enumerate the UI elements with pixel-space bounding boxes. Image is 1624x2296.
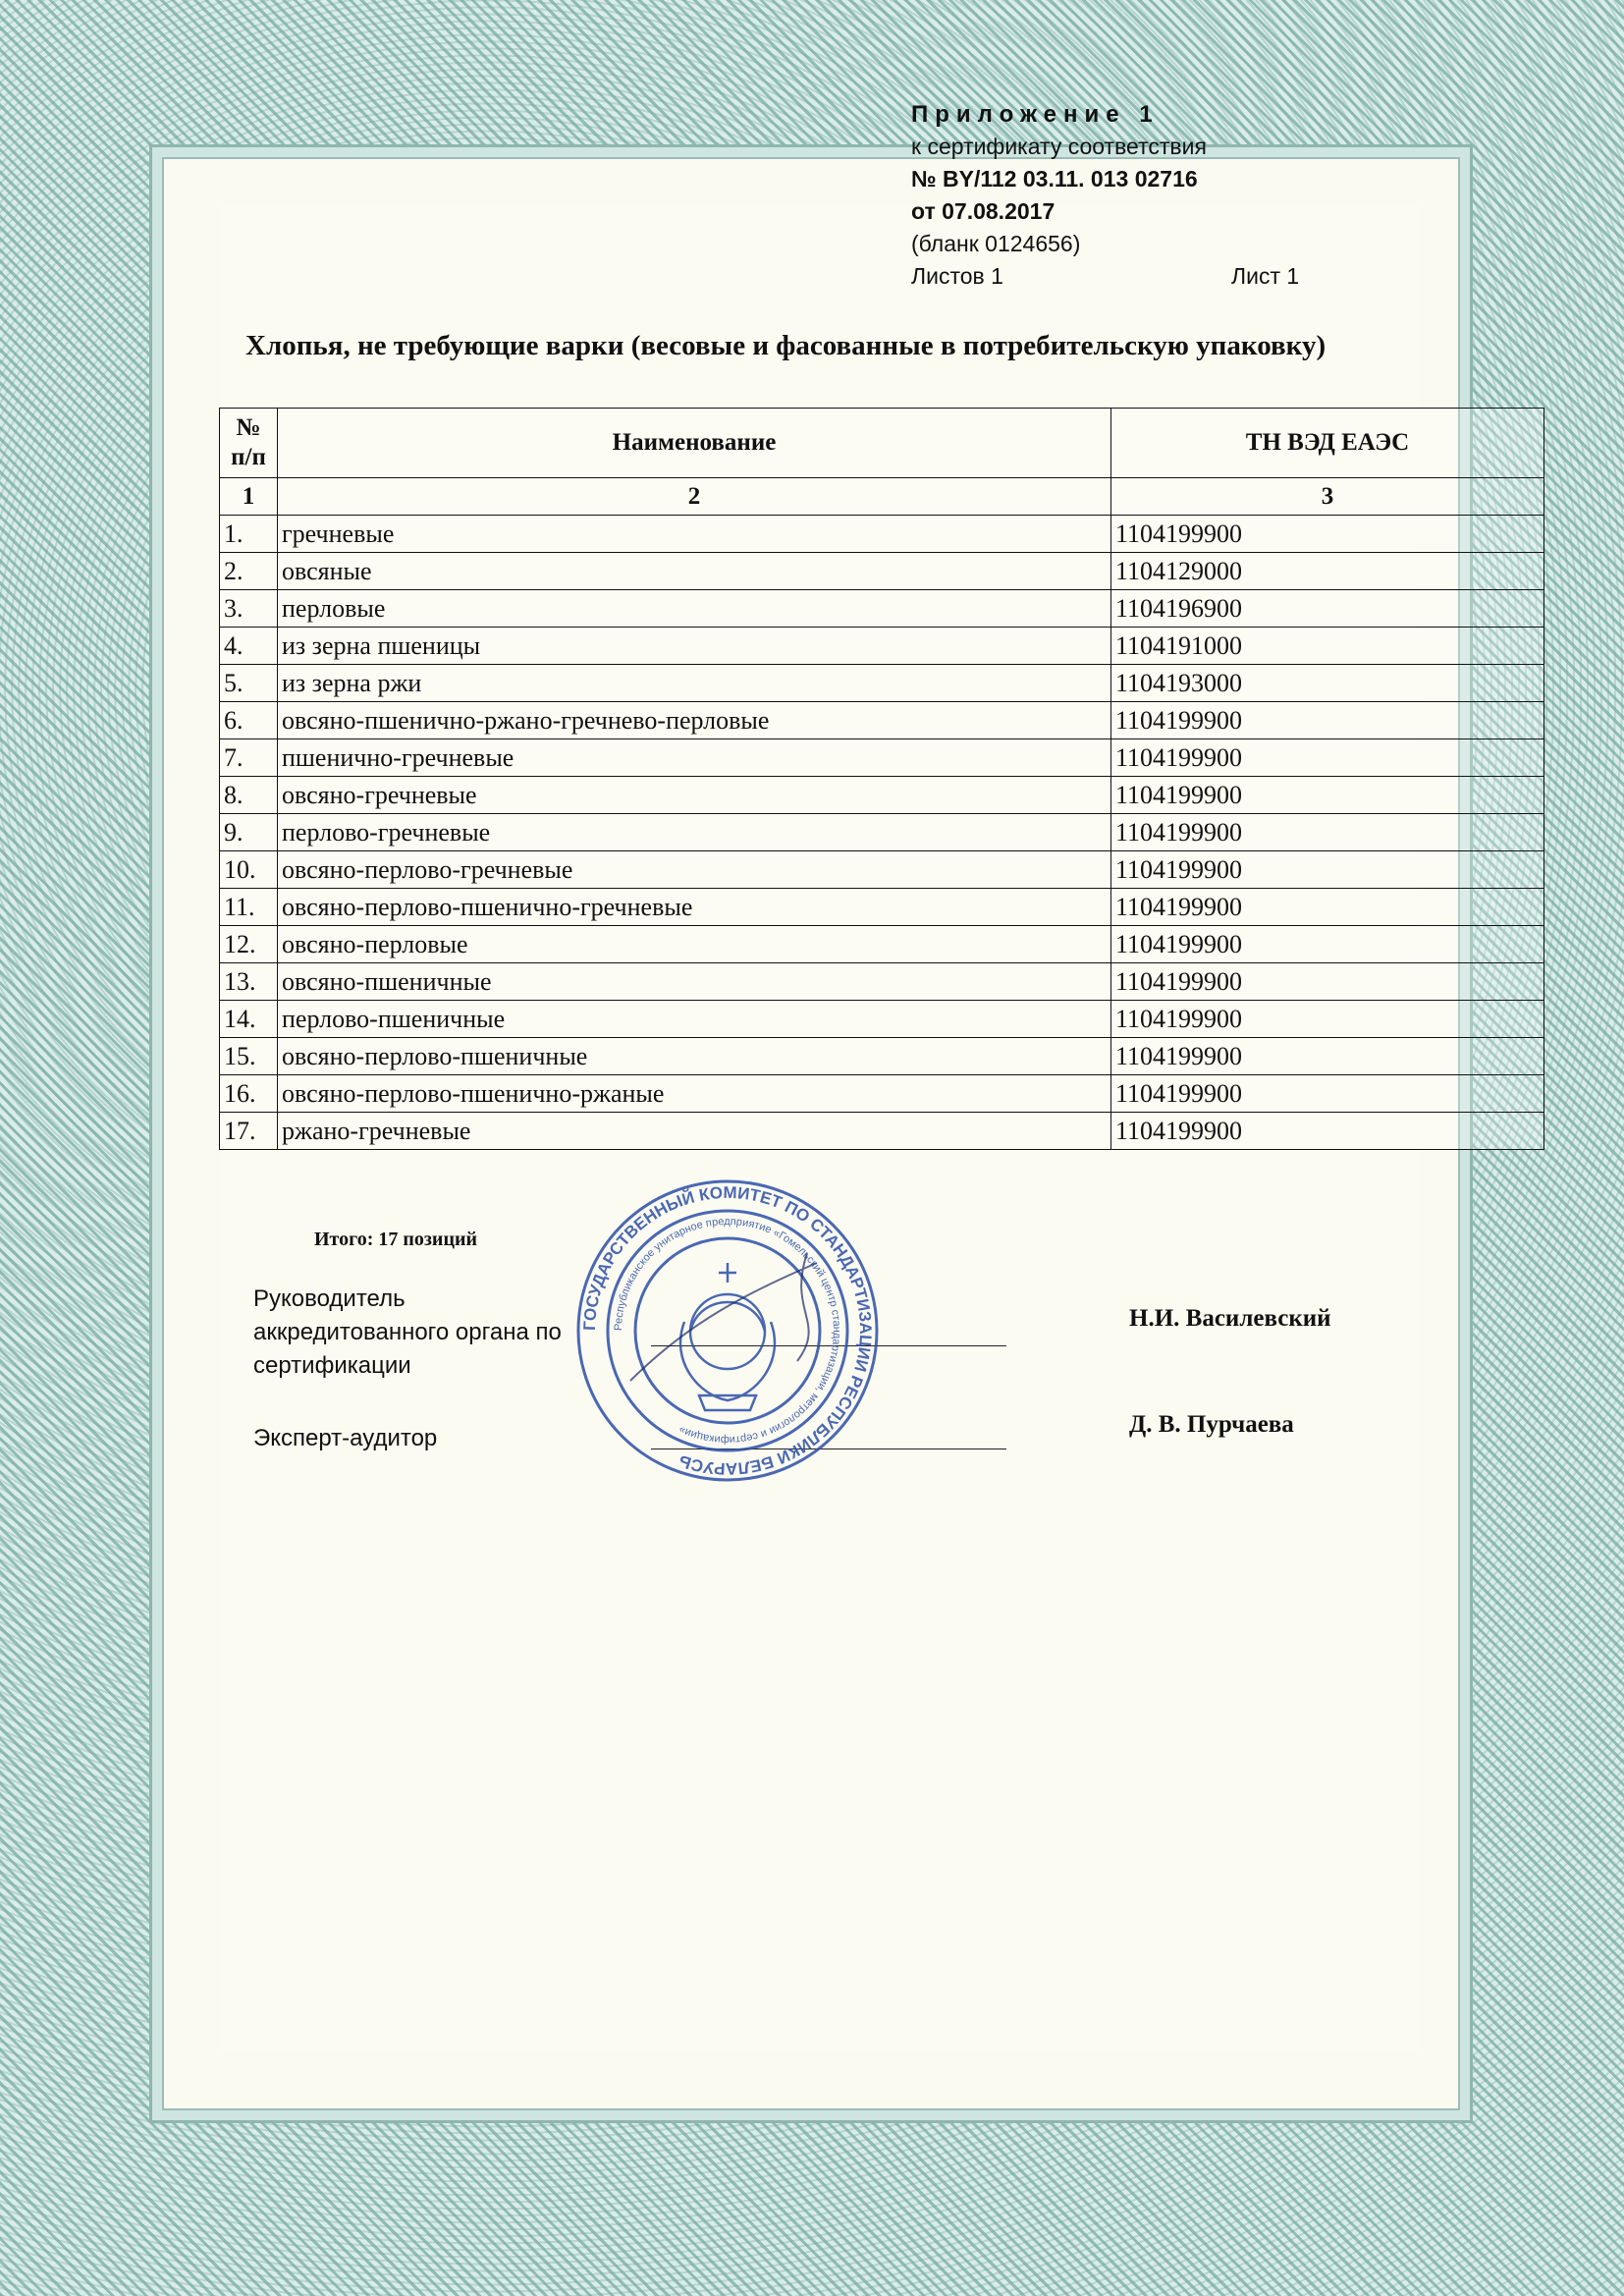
- table-row: [220, 926, 1544, 963]
- row-code: 1104196900: [1111, 590, 1544, 628]
- row-code: 1104199900: [1111, 963, 1544, 1001]
- row-name: перлово-гречневые: [278, 814, 1111, 851]
- header-code: ТН ВЭД ЕАЭС: [1111, 409, 1544, 478]
- row-code: 1104199900: [1111, 1001, 1544, 1038]
- colnum-1: 1: [220, 478, 278, 516]
- row-number: 7.: [220, 739, 278, 777]
- table-header-row: [220, 409, 1544, 478]
- sheet-number: Лист 1: [1231, 263, 1300, 289]
- row-name: перлово-пшеничные: [278, 1001, 1111, 1038]
- row-number: 1.: [220, 516, 278, 553]
- row-name: ржано-гречневые: [278, 1113, 1111, 1150]
- row-code: 1104191000: [1111, 628, 1544, 665]
- row-code: 1104199900: [1111, 1038, 1544, 1075]
- colnum-2: 2: [278, 478, 1111, 516]
- row-number: 3.: [220, 590, 278, 628]
- header-number: № п/п: [220, 409, 278, 478]
- row-code: 1104193000: [1111, 665, 1544, 702]
- row-name: овсяно-гречневые: [278, 777, 1111, 814]
- table-row: [220, 889, 1544, 926]
- row-number: 10.: [220, 851, 278, 889]
- sheets-total: Листов 1: [911, 263, 1003, 289]
- document-title: Хлопья, не требующие варки (весовые и фасованные в потребительскую упаковку): [245, 330, 1326, 361]
- head-name: Н.И. Василевский: [1129, 1305, 1331, 1332]
- row-name: гречневые: [278, 516, 1111, 553]
- row-code: 1104199900: [1111, 702, 1544, 739]
- table-row: [220, 1113, 1544, 1150]
- certificate-date: от 07.08.2017: [911, 198, 1056, 224]
- row-code: 1104199900: [1111, 777, 1544, 814]
- table-colnum-row: [220, 478, 1544, 516]
- row-code: 1104199900: [1111, 516, 1544, 553]
- row-number: 2.: [220, 553, 278, 590]
- official-stamp: [571, 1175, 884, 1487]
- row-name: из зерна пшеницы: [278, 628, 1111, 665]
- row-code: 1104199900: [1111, 889, 1544, 926]
- row-name: перловые: [278, 590, 1111, 628]
- table-row: [220, 516, 1544, 553]
- table-row: [220, 1001, 1544, 1038]
- sheets-info: [911, 260, 1299, 293]
- table-row: [220, 1075, 1544, 1113]
- row-name: овсяно-перлово-гречневые: [278, 851, 1111, 889]
- row-number: 5.: [220, 665, 278, 702]
- header-name: Наименование: [278, 409, 1111, 478]
- products-table: [219, 408, 1544, 1150]
- row-number: 12.: [220, 926, 278, 963]
- row-number: 16.: [220, 1075, 278, 1113]
- row-number: 17.: [220, 1113, 278, 1150]
- appendix-heading: Приложение 1: [911, 101, 1160, 128]
- row-code: 1104129000: [1111, 553, 1544, 590]
- row-code: 1104199900: [1111, 1075, 1544, 1113]
- stamp-inner-text: Республиканское унитарное предприятие «Гомельский центр стандартизации, метрологии и сертификации»: [612, 1215, 843, 1447]
- table-row: [220, 665, 1544, 702]
- row-number: 14.: [220, 1001, 278, 1038]
- table-row: [220, 553, 1544, 590]
- form-number: (бланк 0124656): [911, 231, 1081, 256]
- row-number: 11.: [220, 889, 278, 926]
- row-name: овсяно-перлово-пшенично-ржаные: [278, 1075, 1111, 1113]
- row-code: 1104199900: [1111, 851, 1544, 889]
- colnum-3: 3: [1111, 478, 1544, 516]
- row-number: 6.: [220, 702, 278, 739]
- row-name: овсяные: [278, 553, 1111, 590]
- row-name: овсяно-пшенично-ржано-гречнево-перловые: [278, 702, 1111, 739]
- row-code: 1104199900: [1111, 739, 1544, 777]
- appendix-header: [911, 98, 1299, 293]
- row-name: овсяно-перлово-пшеничные: [278, 1038, 1111, 1075]
- table-row: [220, 628, 1544, 665]
- row-number: 9.: [220, 814, 278, 851]
- table-row: [220, 963, 1544, 1001]
- table-row: [220, 702, 1544, 739]
- table-row: [220, 814, 1544, 851]
- row-number: 13.: [220, 963, 278, 1001]
- table-row: [220, 590, 1544, 628]
- row-name: овсяно-пшеничные: [278, 963, 1111, 1001]
- expert-name: Д. В. Пурчаева: [1129, 1411, 1294, 1438]
- table-row: [220, 1038, 1544, 1075]
- row-number: 15.: [220, 1038, 278, 1075]
- table-row: [220, 777, 1544, 814]
- row-name: овсяно-перловые: [278, 926, 1111, 963]
- table-row: [220, 739, 1544, 777]
- row-number: 4.: [220, 628, 278, 665]
- stamp-outer-text: ГОСУДАРСТВЕННЫЙ КОМИТЕТ ПО СТАНДАРТИЗАЦИИ РЕСПУБЛИКИ БЕЛАРУСЬ: [579, 1182, 876, 1479]
- total-positions: Итого: 17 позиций: [314, 1229, 478, 1250]
- appendix-to-certificate: к сертификату соответствия: [911, 134, 1207, 159]
- expert-label: Эксперт-аудитор: [253, 1425, 438, 1451]
- row-name: из зерна ржи: [278, 665, 1111, 702]
- table-row: [220, 851, 1544, 889]
- row-code: 1104199900: [1111, 814, 1544, 851]
- row-code: 1104199900: [1111, 926, 1544, 963]
- row-number: 8.: [220, 777, 278, 814]
- row-name: пшенично-гречневые: [278, 739, 1111, 777]
- row-code: 1104199900: [1111, 1113, 1544, 1150]
- certificate-number: № BY/112 03.11. 013 02716: [911, 166, 1198, 191]
- head-label: Руководитель аккредитованного органа по сертификации: [253, 1285, 562, 1379]
- emblem-icon: [680, 1263, 775, 1410]
- row-name: овсяно-перлово-пшенично-гречневые: [278, 889, 1111, 926]
